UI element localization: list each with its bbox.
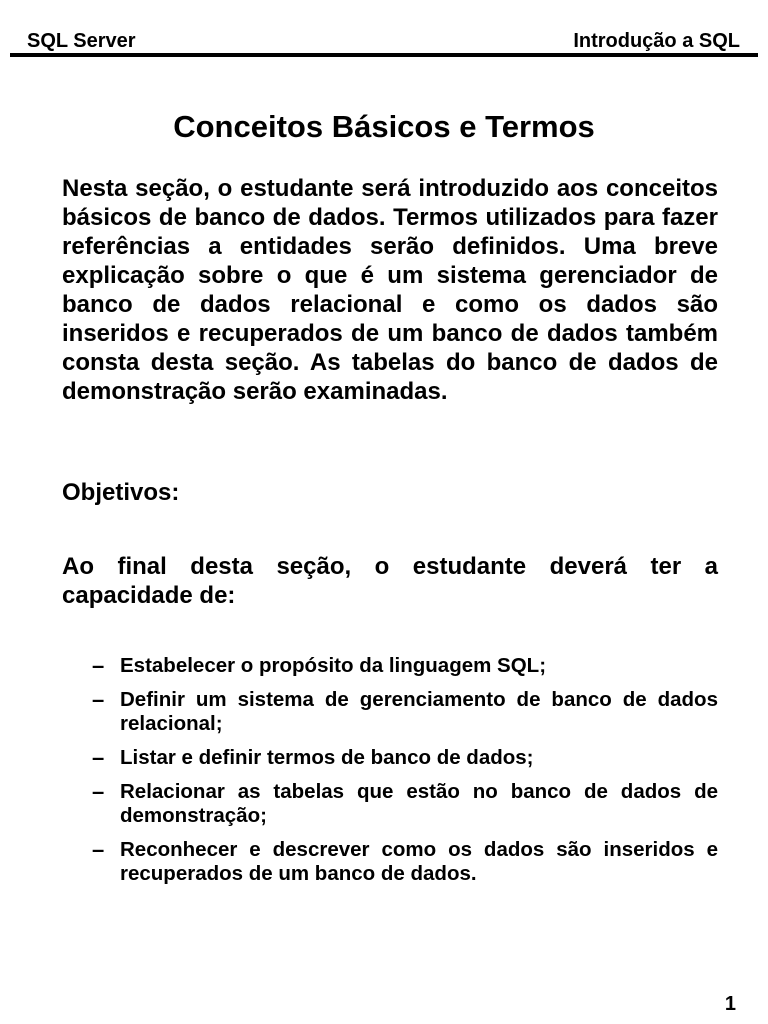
- header-left-text: SQL Server: [27, 30, 136, 52]
- dash-bullet: –: [92, 837, 105, 862]
- dash-bullet: –: [92, 779, 105, 804]
- header-divider: [10, 53, 758, 57]
- page-header: [10, 29, 758, 55]
- intro-paragraph: Nesta seção, o estudante será introduzido aos conceitos básicos de banco de dados. Termos utilizados para fazer referências a entidades serão definidos. Uma breve explicação sobre o que é um sistema gerenciador de banco de dados relacional e como os dados são inseridos e recuperados de um banco de dados também consta desta seção. As tabelas do banco de dados de demonstração serão examinadas.: [62, 175, 718, 405]
- list-item: [92, 746, 718, 770]
- list-item-text: Estabelecer o propósito da linguagem SQL;: [120, 654, 547, 677]
- list-item: [92, 688, 718, 736]
- list-item: [92, 838, 718, 886]
- objectives-lead-paragraph: Ao final desta seção, o estudante deverá ter a capacidade de:: [62, 553, 718, 609]
- dash-bullet: –: [92, 653, 105, 678]
- dash-bullet: –: [92, 687, 105, 712]
- list-item-text: Listar e definir termos de banco de dados;: [120, 746, 534, 769]
- header-right-text: Introdução a SQL: [573, 30, 740, 52]
- list-item: [92, 780, 718, 828]
- list-item-text: Relacionar as tabelas que estão no banco de dados de demonstração;: [120, 780, 718, 827]
- list-item-text: Definir um sistema de gerenciamento de banco de dados relacional;: [120, 688, 718, 735]
- page-title: Conceitos Básicos e Termos: [173, 109, 595, 144]
- objectives-list: [92, 654, 718, 896]
- page-number: 1: [724, 993, 736, 1015]
- dash-bullet: –: [92, 745, 105, 770]
- objectives-heading: Objetivos:: [62, 479, 180, 506]
- list-item: [92, 654, 718, 678]
- list-item-text: Reconhecer e descrever como os dados são inseridos e recuperados de um banco de dados.: [120, 838, 718, 885]
